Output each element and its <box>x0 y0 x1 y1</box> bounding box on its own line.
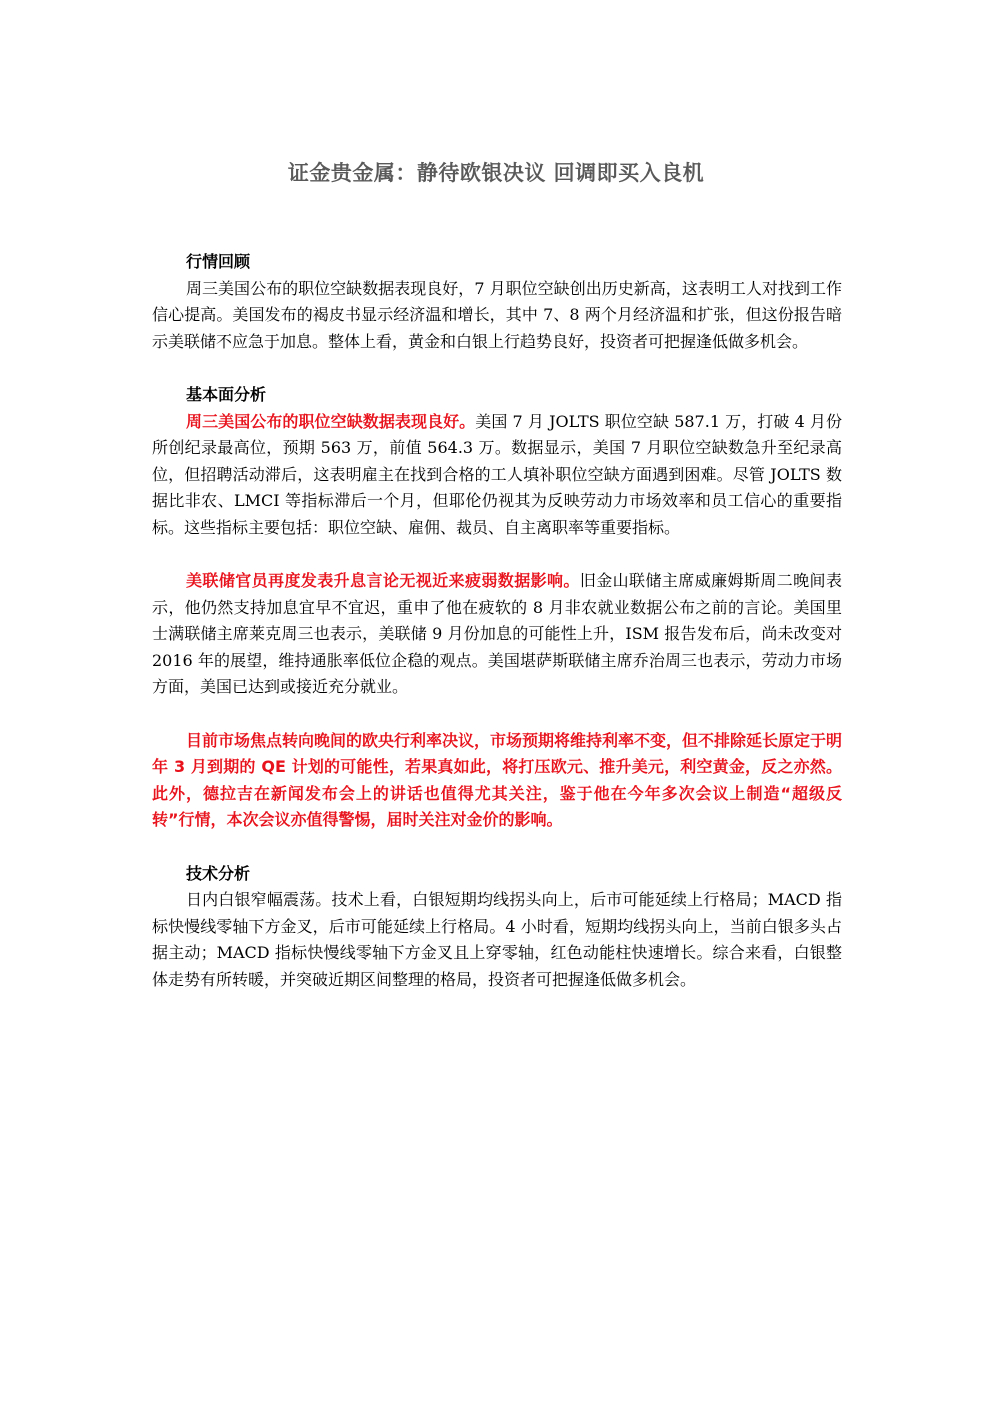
section-heading-fundamental: 基本面分析 <box>186 385 267 404</box>
paragraph-text: 旧金山联储主席威廉姆斯周二晚间表示，他仍然支持加息宜早不宜迟，重申了他在疲软的 8 月非农就业数据公布之前的言论。美国里士满联储主席莱克周三也表示，美联储 9 月份加息的可能性上升，ISM 报告发布后，尚未改变对 2016 年的展望，维持通胀率低位企稳的观点。美国堪萨斯联储主席乔治周三也表示，劳动力市场方面，美国已达到或接近充分就业。 <box>152 571 842 696</box>
spacer <box>152 701 842 728</box>
spacer <box>152 541 842 568</box>
document-body <box>152 249 842 993</box>
section-heading-technical: 技术分析 <box>186 863 251 883</box>
spacer <box>152 355 842 382</box>
highlight-lead-1: 周三美国公布的职位空缺数据表现良好。 <box>186 411 476 431</box>
document-title: 证金贵金属：静待欧银决议 回调即买入良机 <box>287 161 705 185</box>
section-heading-review: 行情回顾 <box>186 252 251 271</box>
paragraph-text: 美国 7 月 JOLTS 职位空缺 587.1 万，打破 4 月份所创纪录最高位，预期 563 万，前值 564.3 万。数据显示，美国 7 月职位空缺数急升至纪录高位，但招聘活动滞后，这表明雇主在找到合格的工人填补职位空缺方面遇到困难。尽管 JOLTS 数据比非农、LMCI 等指标滞后一个月，但耶伦仍视其为反映劳动力市场效率和员工信心的重要指标。这些指标主要包括：职位空缺、雇佣、裁员、自主离职率等重要指标。 <box>152 411 842 537</box>
paragraph-fundamental-3: 目前市场焦点转向晚间的欧央行利率决议，市场预期将维持利率不变，但不排除延长原定于明年 3 月到期的 QE 计划的可能性，若果真如此，将打压欧元、推升美元，利空黄金，反之亦然。此外，德拉吉在新闻发布会上的讲话也值得尤其关注，鉴于他在今年多次会议上制造“超级反转”行情，本次会议亦值得警惕，届时关注对金价的影响。 <box>152 730 843 829</box>
paragraph-fundamental-2 <box>152 568 842 701</box>
paragraph-fundamental-1 <box>152 409 842 542</box>
paragraph-technical: 日内白银窄幅震荡。技术上看，白银短期均线拐头向上，后市可能延续上行格局；MACD 指标快慢线零轴下方金叉，后市可能延续上行格局。4 小时看，短期均线拐头向上，当前白银多头占据主动；MACD 指标快慢线零轴下方金叉且上穿零轴，红色动能柱快速增长。综合来看，白银整体走势有所转暖，并突破近期区间整理的格局，投资者可把握逢低做多机会。 <box>152 890 842 989</box>
spacer <box>152 834 842 861</box>
paragraph-review: 周三美国公布的职位空缺数据表现良好，7 月职位空缺创出历史新高，这表明工人对找到工作信心提高。美国发布的褐皮书显示经济温和增长，其中 7、8 两个月经济温和扩张，但这份报告暗示美联储不应急于加息。整体上看，黄金和白银上行趋势良好，投资者可把握逢低做多机会。 <box>152 278 842 351</box>
highlight-lead-2: 美联储官员再度发表升息言论无视近来疲弱数据影响。 <box>186 571 580 590</box>
